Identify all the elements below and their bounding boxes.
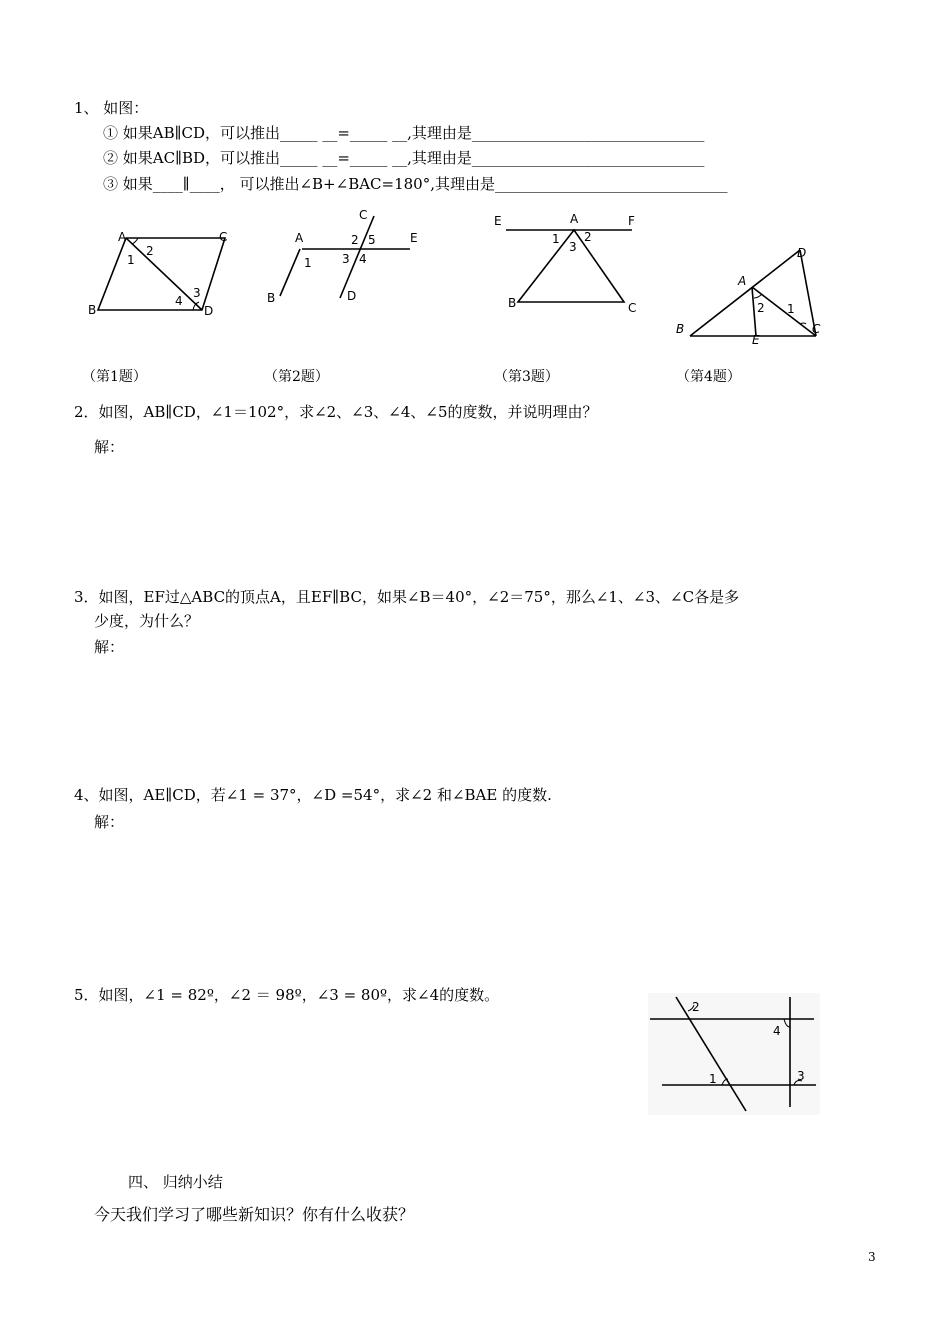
fig4-line-BD — [690, 250, 800, 336]
q1-line3: ③ 如果____∥____， 可以推出∠B+∠BAC=180°,其理由是_______________________________ — [103, 175, 728, 193]
fig5-label-4: 4 — [773, 1024, 781, 1038]
summary-question: 今天我们学习了哪些新知识？你有什么收获？ — [94, 1205, 415, 1224]
fig2-label-A: A — [295, 231, 304, 245]
fig1-label-A: A — [118, 230, 127, 244]
fig4-label-C: C — [812, 322, 821, 336]
fig3-caption: （第3题） — [494, 369, 559, 385]
fig5-label-2: 2 — [692, 1000, 700, 1014]
fig1-label-D: D — [204, 304, 214, 318]
fig2-label-1: 1 — [304, 256, 312, 270]
fig1-label-1: 1 — [127, 253, 135, 267]
fig1-label-4: 4 — [175, 294, 183, 308]
fig3-label-1: 1 — [552, 232, 560, 246]
q1-title: 1、 如图： — [74, 99, 149, 117]
q1-line2: ② 如果AC∥BD，可以推出_____ __=_____ __,其理由是_______________________________ — [103, 149, 705, 167]
q3-line1: 3．如图，EF过△ABC的顶点A，且EF∥BC，如果∠B＝40°，∠2＝75°，那么∠1、∠3、∠C各是多 — [74, 588, 740, 606]
fig4-caption: （第4题） — [676, 369, 741, 385]
fig5-label-1: 1 — [709, 1072, 717, 1086]
fig4-label-B: B — [676, 322, 685, 336]
q2-text: 2．如图，AB∥CD，∠1＝102°，求∠2、∠3、∠4、∠5的度数，并说明理由？ — [74, 403, 598, 421]
fig2-label-B: B — [267, 291, 276, 305]
fig3-label-2: 2 — [584, 230, 592, 244]
q1-line1: ① 如果AB∥CD，可以推出_____ __=_____ __,其理由是_______________________________ — [103, 124, 705, 142]
fig3-label-3: 3 — [569, 240, 577, 254]
fig1-label-2: 2 — [146, 244, 154, 258]
fig1-label-3: 3 — [193, 286, 201, 300]
q4-answer-label: 解： — [94, 813, 125, 831]
fig4-label-A: A — [738, 274, 747, 288]
fig4-label-1: 1 — [787, 302, 795, 316]
figure-1 — [80, 222, 240, 322]
fig1-diagonal — [126, 238, 202, 310]
fig2-label-E: E — [410, 231, 418, 245]
fig2-label-D: D — [347, 289, 357, 303]
q4-text: 4、如图，AE∥CD，若∠1 = 37°，∠D =54°，求∠2 和∠BAE 的度数. — [74, 786, 552, 804]
fig3-label-B: B — [508, 296, 517, 310]
q5-text: 5．如图，∠1 = 82º，∠2 ＝ 98º，∠3 = 80º，求∠4的度数。 — [74, 986, 500, 1004]
fig2-label-3: 3 — [342, 252, 350, 266]
fig4-label-D: D — [797, 246, 807, 260]
q2-answer-label: 解： — [94, 438, 125, 456]
fig3-label-A: A — [570, 212, 579, 226]
fig3-label-E: E — [494, 214, 502, 228]
fig2-label-C: C — [359, 208, 368, 222]
fig1-caption: （第1题） — [82, 369, 147, 385]
q3-answer-label: 解： — [94, 638, 125, 656]
figure-2 — [262, 208, 432, 308]
fig2-label-4: 4 — [359, 252, 367, 266]
fig2-caption: （第2题） — [264, 369, 329, 385]
fig1-label-C: C — [219, 230, 228, 244]
fig3-label-C: C — [628, 301, 637, 315]
fig4-line-AE — [752, 287, 756, 336]
figure-4 — [672, 240, 832, 345]
fig3-label-F: F — [628, 214, 635, 228]
fig4-label-E: E — [752, 333, 760, 347]
page-number: 3 — [868, 1250, 876, 1264]
figure-5 — [648, 993, 820, 1115]
fig1-parallelogram — [98, 238, 225, 310]
fig2-label-2: 2 — [351, 233, 359, 247]
fig2-label-5: 5 — [368, 233, 376, 247]
summary-heading: 四、 归纳小结 — [128, 1173, 223, 1191]
fig4-label-2: 2 — [757, 301, 765, 315]
fig1-label-B: B — [88, 303, 97, 317]
fig5-label-3: 3 — [797, 1069, 805, 1083]
figure-3 — [488, 206, 648, 316]
q3-line2: 少度，为什么？ — [94, 612, 200, 630]
fig2-line-AB — [280, 249, 300, 296]
